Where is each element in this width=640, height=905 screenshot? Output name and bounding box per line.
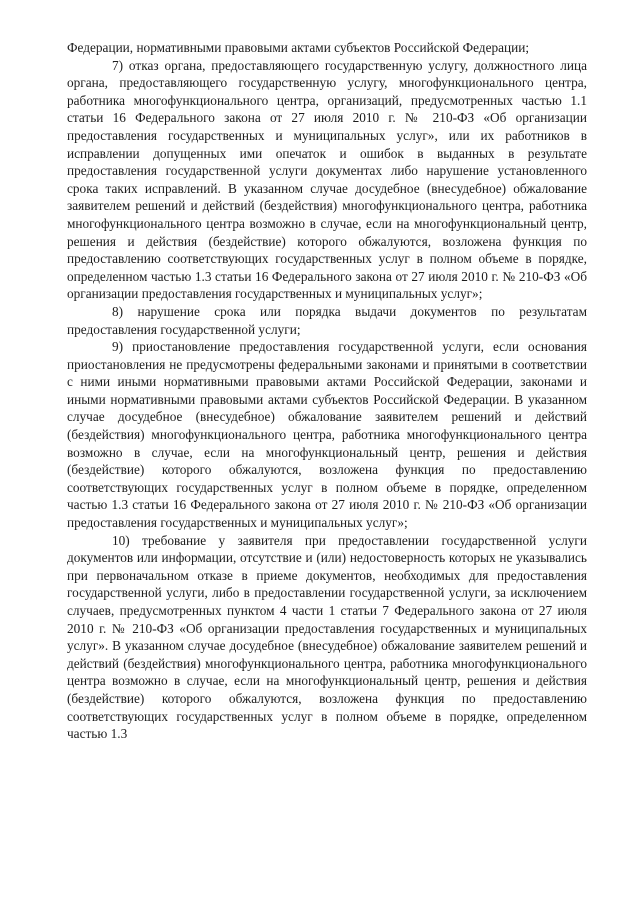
paragraph-continuation: Федерации, нормативными правовыми актами субъектов Российской Федерации; <box>67 40 530 55</box>
paragraph-item-9: 9) приостановление предоставления государственной услуги, если основания приостановления не предусмотрены федеральными законами и принятыми в соответствии с ними иными нормативными правовыми актами Российской Федерации, законами и иными нормативными правовыми актами субъектов Российской Федерации. В указанном случае досудебное (внесудебное) обжалование заявителем решений и действий (бездействия) многофункционального центра, работника многофункционального центра возможно в случае, если на многофункциональный центр, решения и действия (бездействие) которого обжалуются, возложена функция по предоставлению соответствующих государственных услуг в полном объеме в порядке, определенном частью 1.3 статьи 16 Федерального закона от 27 июля 2010 г. № 210-ФЗ «Об организации предоставления государственных и муниципальных услуг»; <box>67 339 587 531</box>
paragraph-item-10: 10) требование у заявителя при предоставлении государственной услуги документов или информации, отсутствие и (или) недостоверность которых не указывались при первоначальном отказе в приеме документов, необходимых для предоставления государственной услуги, либо в предоставлении государственной услуги, за исключением случаев, предусмотренных пунктом 4 части 1 статьи 7 Федерального закона от 27 июля 2010 г. № 210-ФЗ «Об организации предоставления государственных и муниципальных услуг». В указанном случае досудебное (внесудебное) обжалование заявителем решений и действий (бездействия) многофункционального центра, работника многофункционального центра возможно в случае, если на многофункциональный центр, решения и действия (бездействие) которого обжалуются, возложена функция по предоставлению соответствующих государственных услуг в полном объеме в порядке, определенном частью 1.3 <box>67 532 587 742</box>
paragraph-item-8: 8) нарушение срока или порядка выдачи документов по результатам предоставления государственной услуги; <box>67 303 587 337</box>
document-page <box>67 39 587 743</box>
paragraph-item-7: 7) отказ органа, предоставляющего государственную услугу, должностного лица органа, предоставляющего государственную услугу, многофункционального центра, работника многофункционального центра, организаций, предусмотренных частью 1.1 статьи 16 Федерального закона от 27 июля 2010 г. № 210-ФЗ «Об организации предоставления государственных и муниципальных услуг», или их работников в исправлении допущенных ими опечаток и ошибок в выданных в результате предоставления государственной услуги документах либо нарушение установленного срока таких исправлений. В указанном случае досудебное (внесудебное) обжалование заявителем решений и действий (бездействия) многофункционального центра, работника многофункционального центра возможно в случае, если на многофункциональный центр, решения и действия (бездействие) которого обжалуются, возложена функция по предоставлению соответствующих государственных услуг в полном объеме в порядке, определенном частью 1.3 статьи 16 Федерального закона от 27 июля 2010 г. № 210-ФЗ «Об организации предоставления государственных и муниципальных услуг»; <box>67 57 587 302</box>
